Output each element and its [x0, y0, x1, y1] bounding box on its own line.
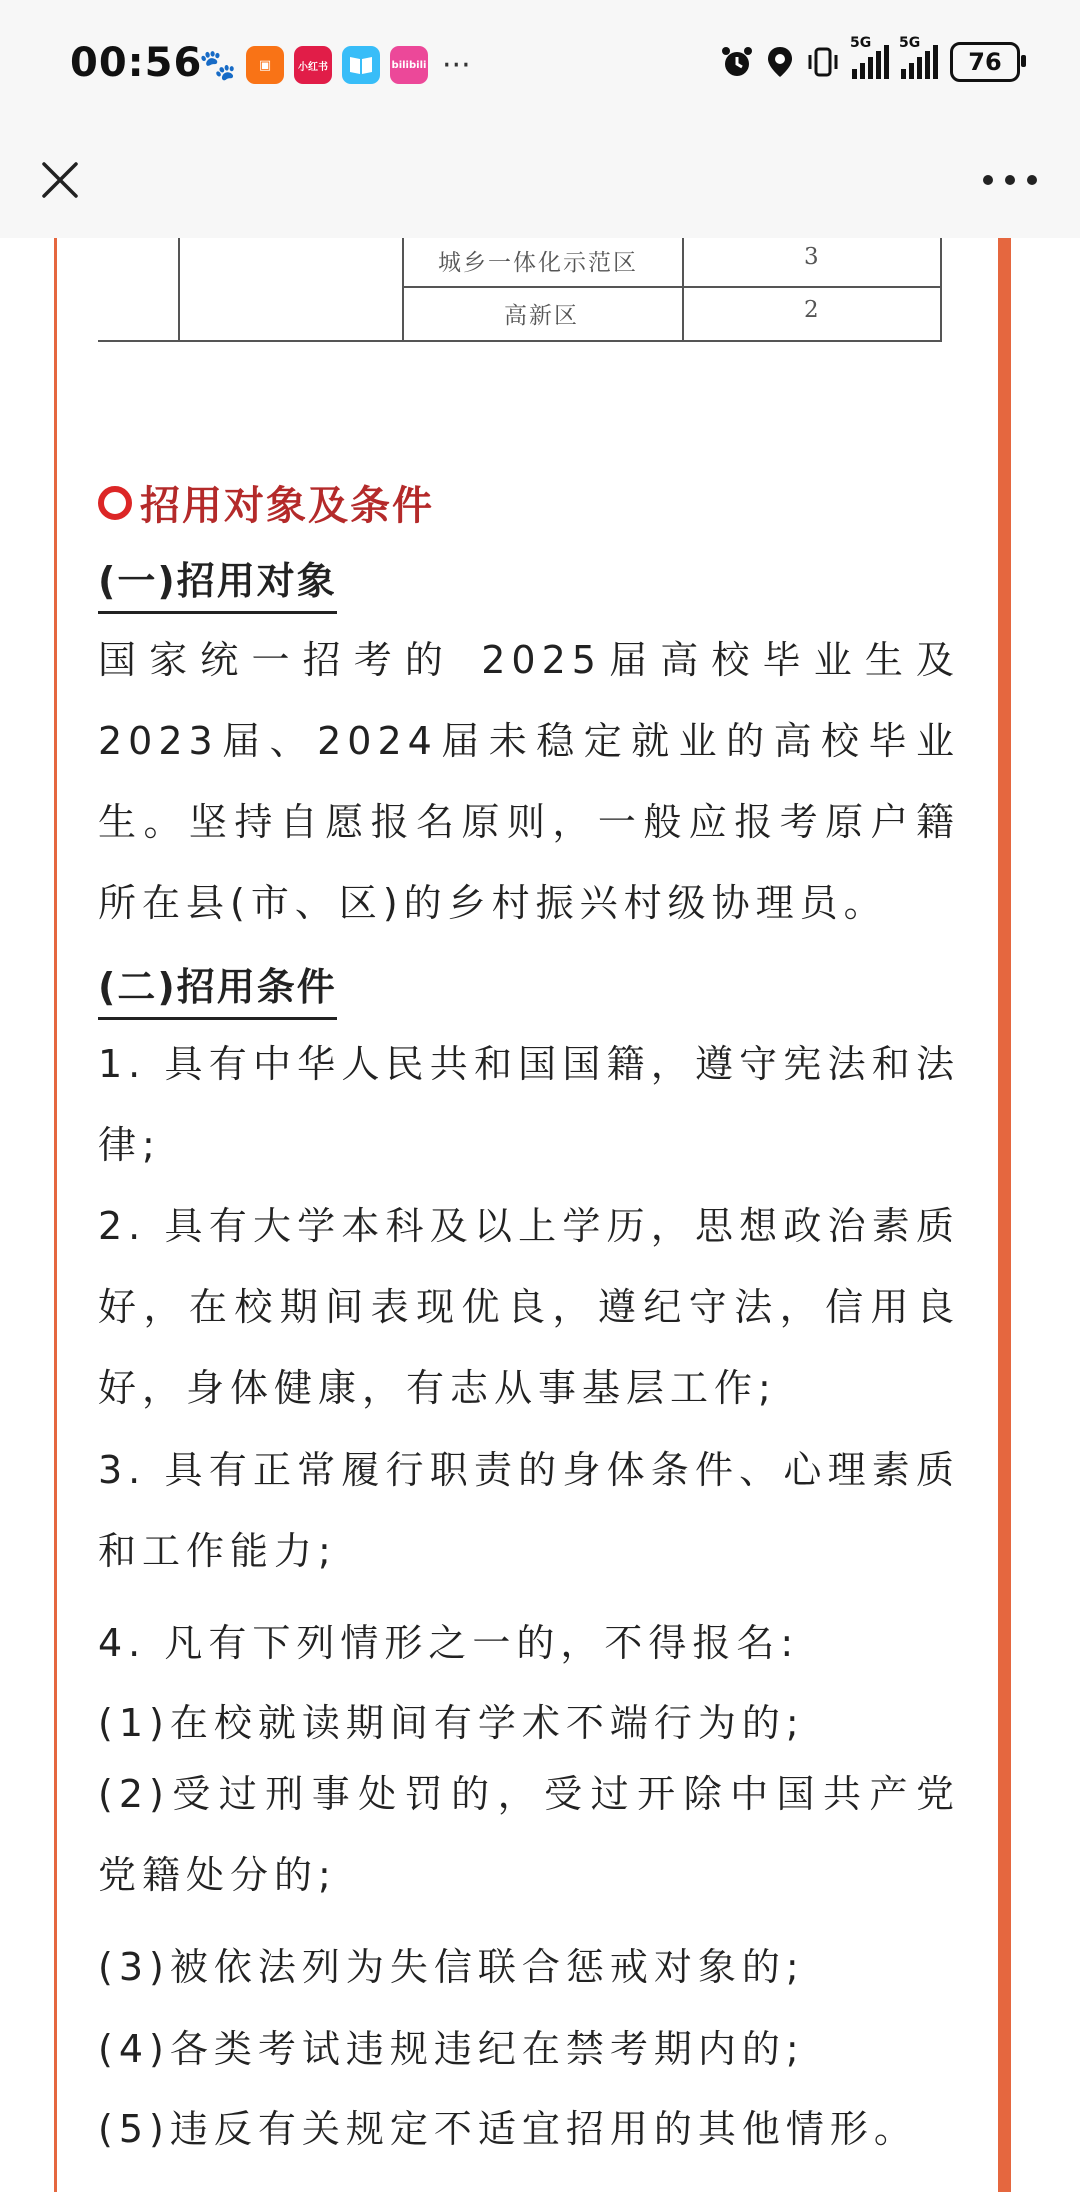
red-circle-icon	[98, 486, 132, 520]
condition-item-4: 4. 凡有下列情形之一的，不得报名:	[98, 1621, 800, 1665]
baidu-paw-icon: 🐾	[199, 47, 237, 83]
article-content[interactable]	[0, 238, 1080, 2192]
xiaohongshu-icon: 小红书	[294, 46, 332, 84]
table-cell-count: 2	[804, 297, 821, 323]
app-notification-icon: ▣	[246, 46, 284, 84]
table-cell-count: 3	[804, 244, 821, 270]
condition-item-3: 3. 具有正常履行职责的身体条件、心理素质和工作能力;	[98, 1448, 960, 1573]
condition-item-2: 2. 具有大学本科及以上学历，思想政治素质好，在校期间表现优良，遵纪守法，信用良好，身体健康，有志从事基层工作;	[98, 1204, 960, 1410]
signal-icon-2: 5G	[901, 45, 938, 79]
bilibili-icon: bilibili	[390, 46, 428, 84]
notification-icons	[200, 46, 471, 84]
close-icon	[40, 160, 80, 200]
vibrate-icon	[806, 45, 840, 79]
subheading-recruitment-conditions: (二)招用条件	[98, 956, 337, 1020]
quota-table-fragment	[98, 238, 942, 342]
exclusion-item-5: (5)违反有关规定不适宜招用的其他情形。	[98, 2107, 918, 2151]
table-cell-district: 高新区	[504, 303, 579, 329]
right-border-decoration	[998, 238, 1011, 2192]
left-border-decoration	[54, 238, 57, 2192]
top-nav-bar	[0, 130, 1080, 239]
system-icons	[720, 35, 1020, 82]
status-time: 00:56	[70, 40, 203, 86]
table-cell-district: 城乡一体化示范区	[438, 250, 638, 276]
exclusion-item-2: (2)受过刑事处罚的，受过开除中国共产党党籍处分的;	[98, 1772, 960, 1897]
more-options-button[interactable]	[970, 150, 1050, 210]
section-title: 招用对象及条件	[98, 474, 434, 531]
close-button[interactable]	[30, 150, 90, 210]
subheading-recruitment-target: (一)招用对象	[98, 550, 337, 614]
book-app-icon	[342, 46, 380, 84]
signal-icon-1: 5G	[852, 45, 889, 79]
paragraph-recruitment-target: 国家统一招考的 2025届高校毕业生及2023届、2024届未稳定就业的高校毕业生。坚持自愿报名原则，一般应报考原户籍所在县(市、区)的乡村振兴村级协理员。	[98, 638, 960, 925]
more-dots-icon	[982, 174, 1038, 186]
status-bar	[0, 0, 1080, 130]
battery-indicator: 76	[950, 42, 1020, 82]
exclusion-item-4: (4)各类考试违规违纪在禁考期内的;	[98, 2027, 805, 2071]
alarm-icon	[720, 45, 754, 79]
exclusion-item-3: (3)被依法列为失信联合惩戒对象的;	[98, 1945, 805, 1989]
condition-item-1: 1. 具有中华人民共和国国籍，遵守宪法和法律;	[98, 1042, 960, 1167]
exclusion-item-1: (1)在校就读期间有学术不端行为的;	[98, 1701, 805, 1745]
location-icon	[766, 45, 794, 79]
more-notifications-icon: ···	[442, 47, 471, 83]
